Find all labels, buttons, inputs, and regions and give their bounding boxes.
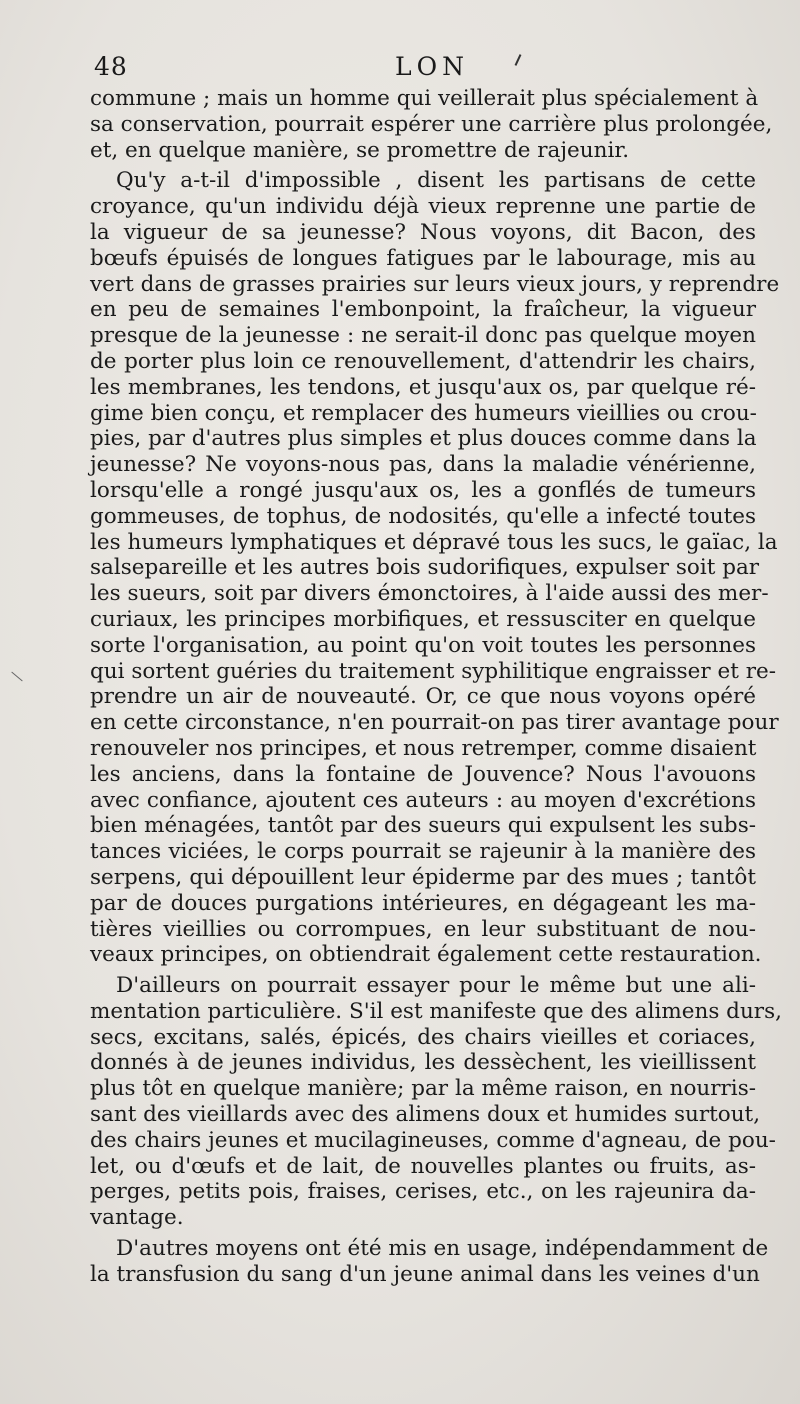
text-line: mentation particulière. S'il est manifeste que des alimens durs, <box>90 998 782 1024</box>
text-line: renouveler nos principes, et nous retremper, comme disaient <box>90 735 757 761</box>
text-line: les humeurs lymphatiques et dépravé tous les sucs, le gaïac, la <box>90 529 778 555</box>
text-line: curiaux, les principes morbifiques, et ressusciter en quelque <box>90 606 756 632</box>
running-head-title: LON <box>395 52 469 81</box>
text-line: et, en quelque manière, se promettre de rajeunir. <box>90 137 630 163</box>
text-line: commune ; mais un homme qui veillerait plus spécialement à <box>90 86 759 111</box>
text-line: qui sortent guéries du traitement syphilitique engraisser et re- <box>90 658 776 684</box>
paragraph <box>90 973 782 1231</box>
text-line: gime bien conçu, et remplacer des humeurs vieillies ou crou- <box>90 400 757 426</box>
text-line: la transfusion du sang d'un jeune animal dans les veines d'un <box>90 1261 760 1287</box>
text-line: donnés à de jeunes individus, les dessèchent, les vieillissent <box>90 1050 756 1076</box>
text-line: sorte l'organisation, au point qu'on voit toutes les personnes <box>90 632 756 658</box>
text-line: sant des vieillards avec des alimens doux et humides surtout, <box>90 1102 761 1128</box>
body-text <box>90 86 782 1288</box>
text-line: Qu'y a-t-il d'impossible , disent les partisans de cette <box>116 168 756 194</box>
text-line: D'autres moyens ont été mis en usage, indépendamment de <box>116 1236 769 1262</box>
text-line: tières vieillies ou corrompues, en leur substituant de nou- <box>90 916 756 942</box>
text-line: en cette circonstance, n'en pourrait-on pas tirer avantage pour <box>90 710 779 736</box>
text-line: bœufs épuisés de longues fatigues par le labourage, mis au <box>90 245 756 271</box>
paragraph <box>90 1236 769 1288</box>
text-line: vert dans de grasses prairies sur leurs vieux jours, y reprendre <box>90 271 780 297</box>
text-line: les anciens, dans la fontaine de Jouvence? Nous l'avouons <box>90 761 756 787</box>
text-line: la vigueur de sa jeunesse? Nous voyons, dit Bacon, des <box>90 219 756 245</box>
text-line: gommeuses, de tophus, de nodosités, qu'elle a infecté toutes <box>90 503 756 529</box>
text-line: presque de la jeunesse : ne serait-il donc pas quelque moyen <box>90 323 756 349</box>
text-line: perges, petits pois, fraises, cerises, etc., on les rajeunira da- <box>90 1179 756 1205</box>
text-line: les sueurs, soit par divers émonctoires, à l'aide aussi des mer- <box>90 581 769 607</box>
text-line: croyance, qu'un individu déjà vieux reprenne une partie de <box>90 194 756 220</box>
text-line: les membranes, les tendons, et jusqu'aux os, par quelque ré- <box>90 374 756 400</box>
text-line: let, ou d'œufs et de lait, de nouvelles plantes ou fruits, as- <box>90 1153 756 1179</box>
text-line: de porter plus loin ce renouvellement, d'attendrir les chairs, <box>90 348 756 374</box>
margin-mark <box>11 672 22 682</box>
text-line: par de douces purgations intérieures, en dégageant les ma- <box>90 890 756 916</box>
paragraph <box>90 86 773 163</box>
paragraph <box>90 168 780 968</box>
text-line: salsepareille et les autres bois sudorifiques, expulser soit par <box>90 555 760 581</box>
text-line: plus tôt en quelque manière; par la même raison, en nourris- <box>90 1076 756 1102</box>
text-line: bien ménagées, tantôt par des sueurs qui expulsent les subs- <box>90 813 756 839</box>
text-line: jeunesse? Ne voyons-nous pas, dans la maladie vénérienne, <box>90 452 756 478</box>
text-line: pies, par d'autres plus simples et plus douces comme dans la <box>90 426 757 452</box>
page-number: 48 <box>94 52 128 81</box>
text-line: des chairs jeunes et mucilagineuses, comme d'agneau, de pou- <box>90 1127 776 1153</box>
text-line: prendre un air de nouveauté. Or, ce que nous voyons opéré <box>90 684 756 710</box>
text-line: secs, excitans, salés, épicés, des chairs vieilles et coriaces, <box>90 1024 756 1050</box>
text-line: serpens, qui dépouillent leur épiderme par des mues ; tantôt <box>90 864 756 890</box>
text-line: tances viciées, le corps pourrait se rajeunir à la manière des <box>90 839 756 865</box>
text-line: lorsqu'elle a rongé jusqu'aux os, les a gonflés de tumeurs <box>90 477 756 503</box>
text-line: avec confiance, ajoutent ces auteurs : au moyen d'excrétions <box>90 787 756 813</box>
text-line: veaux principes, on obtiendrait également cette restauration. <box>90 942 762 968</box>
text-line: D'ailleurs on pourrait essayer pour le même but une ali- <box>116 973 756 999</box>
text-line: en peu de semaines l'embonpoint, la fraîcheur, la vigueur <box>90 297 756 323</box>
text-line: sa conservation, pourrait espérer une carrière plus prolongée, <box>90 111 773 137</box>
text-line: vantage. <box>90 1205 184 1231</box>
